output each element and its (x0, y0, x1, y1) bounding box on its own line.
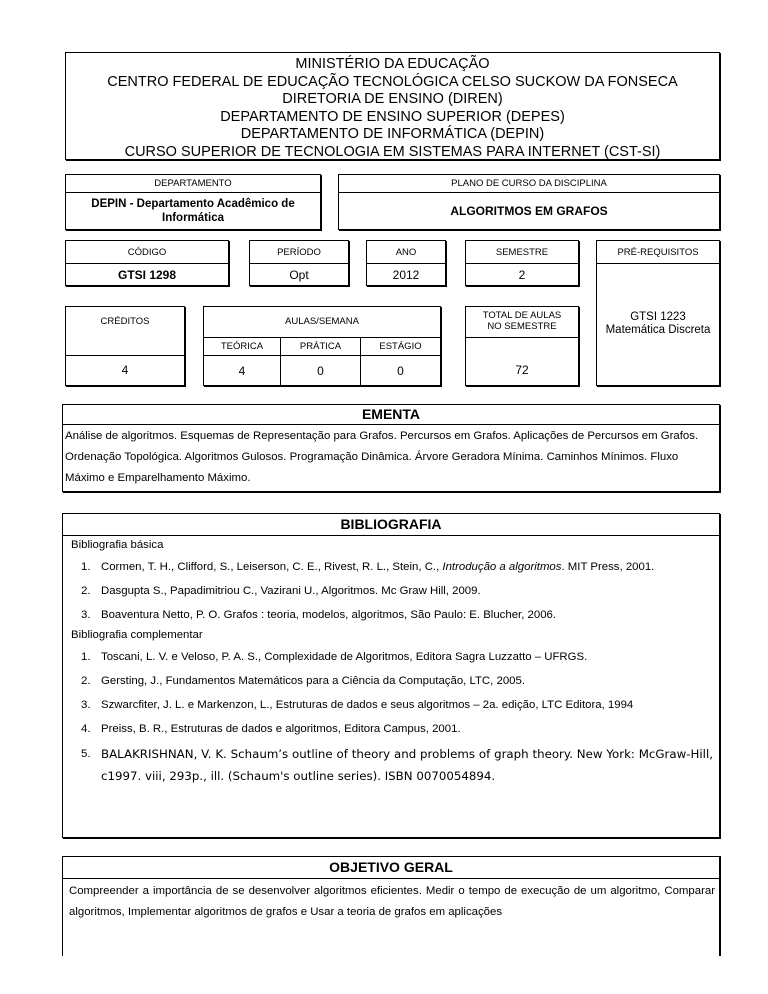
ano-value: 2012 (392, 267, 420, 282)
creditos-box (65, 306, 185, 386)
list-item: 3. Boaventura Netto, P. O. Grafos : teoria, modelos, algoritmos, São Paulo: E. Blucher, 2006. (81, 609, 557, 621)
list-item: 1. Toscani, L. V. e Veloso, P. A. S., Complexidade de Algoritmos, Editora Sagra Luzzatto – UFRGS. (81, 651, 588, 663)
total-aulas-label-line1: TOTAL DE AULAS (482, 310, 562, 321)
header-line-cefet: CENTRO FEDERAL DE EDUCAÇÃO TECNOLÓGICA CELSO SUCKOW DA FONSECA (107, 73, 678, 90)
codigo-box (65, 240, 229, 286)
pratica-value: 0 (317, 363, 324, 378)
list-item: 4. Preiss, B. R., Estruturas de dados e algoritmos, Editora Campus, 2001. (81, 723, 461, 735)
semestre-label: SEMESTRE (466, 241, 578, 264)
prerequisite-code: GTSI 1223 (630, 311, 686, 323)
prerequisites-box (596, 240, 720, 386)
codigo-value: GTSI 1298 (117, 267, 177, 282)
aulas-semana-label: AULAS/SEMANA (285, 316, 359, 327)
discipline-name: ALGORITMOS EM GRAFOS (450, 204, 608, 218)
bibliografia-title: BIBLIOGRAFIA (63, 514, 719, 536)
header-line-diren: DIRETORIA DE ENSINO (DIREN) (282, 91, 503, 107)
ementa-section (62, 404, 720, 492)
prerequisites-value (597, 311, 719, 337)
bibliografia-complementar-label: Bibliografia complementar (71, 629, 203, 641)
objetivo-text: Compreender a importância de se desenvolver algoritmos eficientes. Medir o tempo de execução de um algoritmo, Comparar algoritmos, Implementar algoritmos de grafos e Usar a teoria de grafos em aplicações (69, 885, 715, 918)
list-item: 1. Cormen, T. H., Clifford, S., Leiserson, C. E., Rivest, R. L., Stein, C., Introdução a algoritmos. MIT Press, 2001. (81, 561, 655, 573)
department-value: DEPIN - Departamento Acadêmico de Informática (91, 198, 295, 224)
objetivo-section (62, 856, 720, 956)
semestre-box (465, 240, 579, 286)
list-item: 5. BALAKRISHNAN, V. K. Schaum’s outline of theory and problems of graph theory. New York: McGraw-Hill, c1997. viii, 293p., ill. (Schaum's outline series). ISBN 0070054894. (81, 747, 713, 783)
pratica-label: PRÁTICA (299, 341, 342, 352)
creditos-label: CRÉDITOS (100, 316, 150, 327)
estagio-label: ESTÁGIO (379, 341, 422, 352)
prerequisite-name: Matemática Discreta (605, 324, 711, 336)
semestre-value: 2 (518, 267, 526, 282)
periodo-label: PERÍODO (250, 241, 348, 264)
header-line-ministry: MINISTÉRIO DA EDUCAÇÃO (295, 56, 490, 72)
bibliografia-complementar-list (63, 647, 719, 787)
prerequisites-label: PRÉ-REQUISITOS (597, 241, 719, 264)
department-box (65, 174, 321, 230)
ementa-title: EMENTA (63, 405, 719, 425)
institution-header (65, 52, 720, 160)
list-item: 3. Szwarcfiter, J. L. e Markenzon, L., Estruturas de dados e seus algoritmos – 2a. edição, LTC Editora, 1994 (81, 699, 634, 711)
total-aulas-box (465, 306, 579, 386)
bibliografia-basica-label: Bibliografia básica (71, 539, 164, 551)
ano-label: ANO (367, 241, 445, 264)
list-item: 2. Dasgupta S., Papadimitriou C., Vazirani U., Algoritmos. Mc Graw Hill, 2009. (81, 585, 481, 597)
periodo-box (249, 240, 349, 286)
header-line-depes: DEPARTAMENTO DE ENSINO SUPERIOR (DEPES) (220, 108, 565, 125)
department-label: DEPARTAMENTO (66, 175, 320, 193)
periodo-value: Opt (289, 267, 309, 282)
teorica-label: TEÓRICA (220, 341, 264, 352)
total-aulas-label-line2: NO SEMESTRE (487, 321, 557, 332)
plan-label: PLANO DE CURSO DA DISCIPLINA (339, 175, 719, 193)
teorica-value: 4 (238, 363, 246, 378)
header-line-course: CURSO SUPERIOR DE TECNOLOGIA EM SISTEMAS PARA INTERNET (CST-SI) (124, 143, 661, 160)
estagio-value: 0 (397, 363, 404, 378)
header-line-depin: DEPARTAMENTO DE INFORMÁTICA (DEPIN) (240, 126, 545, 142)
bibliografia-basica-list (63, 557, 719, 626)
bibliografia-section (62, 513, 720, 838)
codigo-label: CÓDIGO (66, 241, 228, 264)
course-plan-box (338, 174, 720, 230)
objetivo-title: OBJETIVO GERAL (63, 857, 719, 879)
ano-box (366, 240, 446, 286)
ementa-text: Análise de algoritmos. Esquemas de Representação para Grafos. Percursos em Grafos. Aplicações de Percursos em Grafos. Ordenação Topológica. Algoritmos Gulosos. Programação Dinâmica. Árvore Geradora Mínima. Caminhos Mínimos. Fluxo Máximo e Emparelhamento Máximo. (65, 430, 699, 484)
total-aulas-label (466, 310, 578, 332)
aulas-semana-box (203, 306, 441, 386)
list-item: 2. Gersting, J., Fundamentos Matemáticos para a Ciência da Computação, LTC, 2005. (81, 675, 525, 687)
creditos-value: 4 (121, 363, 129, 377)
total-aulas-value: 72 (515, 363, 529, 377)
